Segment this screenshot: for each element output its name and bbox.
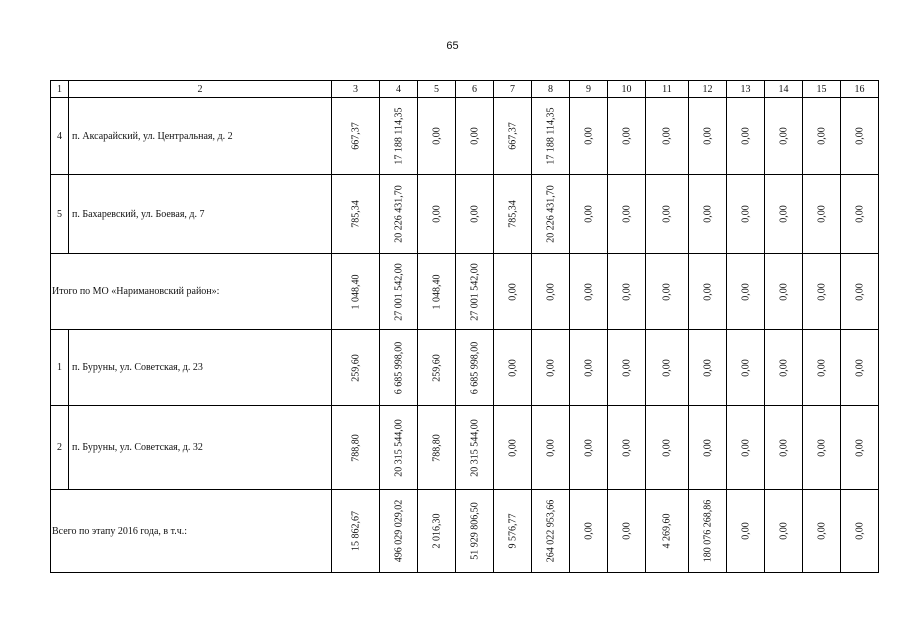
value-text: 0,00 — [661, 358, 673, 377]
value-text: 0,00 — [816, 282, 827, 301]
header-cell: 10 — [608, 81, 646, 98]
value-text: 0,00 — [702, 205, 713, 223]
value-text: 0,00 — [816, 438, 827, 457]
value-text: 9 576,77 — [507, 513, 518, 549]
value-text: 15 862,67 — [350, 511, 361, 551]
value-cell — [456, 406, 494, 490]
value-cell — [570, 406, 608, 490]
value-cell — [841, 175, 879, 254]
table-total-row — [51, 490, 879, 573]
value-text: 0,00 — [778, 205, 789, 223]
value-cell — [418, 406, 456, 490]
value-text: 0,00 — [778, 282, 789, 301]
value-cell — [841, 406, 879, 490]
value-text: 27 001 542,00 — [469, 262, 480, 321]
value-cell — [765, 406, 803, 490]
value-cell — [689, 175, 727, 254]
value-text: 785,34 — [350, 200, 361, 228]
value-cell — [380, 406, 418, 490]
value-cell — [765, 330, 803, 406]
header-cell: 6 — [456, 81, 494, 98]
value-text: 667,37 — [350, 122, 361, 150]
value-text: 20 226 431,70 — [545, 185, 556, 243]
value-cell — [332, 406, 380, 490]
value-text: 20 315 544,00 — [393, 418, 404, 477]
value-text: 180 076 268,86 — [702, 499, 713, 563]
value-cell — [646, 175, 689, 254]
value-cell — [803, 330, 841, 406]
value-cell — [494, 254, 532, 330]
header-cell: 8 — [532, 81, 570, 98]
value-text: 0,00 — [740, 127, 751, 145]
header-row — [51, 81, 879, 98]
value-cell — [765, 175, 803, 254]
value-text: 0,00 — [621, 438, 632, 457]
value-text: 0,00 — [545, 438, 556, 457]
value-cell — [689, 490, 727, 573]
value-cell — [608, 254, 646, 330]
value-cell — [803, 406, 841, 490]
value-cell — [765, 254, 803, 330]
value-text: 0,00 — [854, 282, 865, 301]
value-cell — [727, 254, 765, 330]
value-cell — [456, 254, 494, 330]
row-address: п. Буруны, ул. Советская, д. 23 — [69, 330, 332, 406]
header-cell: 11 — [646, 81, 689, 98]
value-text: 0,00 — [740, 522, 751, 540]
header-cell: 15 — [803, 81, 841, 98]
value-text: 17 188 114,35 — [545, 107, 556, 165]
header-cell: 16 — [841, 81, 879, 98]
value-cell — [570, 98, 608, 175]
value-cell — [646, 98, 689, 175]
total-label: Всего по этапу 2016 года, в т.ч.: — [51, 490, 332, 573]
value-cell — [532, 254, 570, 330]
value-text: 0,00 — [583, 358, 594, 377]
value-cell — [456, 175, 494, 254]
value-text: 0,00 — [854, 205, 865, 223]
value-cell — [570, 254, 608, 330]
value-cell — [803, 175, 841, 254]
value-text: 0,00 — [816, 127, 827, 145]
value-text: 0,00 — [661, 282, 673, 301]
value-cell — [608, 175, 646, 254]
value-text: 20 315 544,00 — [469, 418, 480, 477]
value-text: 0,00 — [661, 438, 673, 457]
value-cell — [418, 490, 456, 573]
value-cell — [380, 98, 418, 175]
header-cell: 13 — [727, 81, 765, 98]
value-cell — [608, 330, 646, 406]
header-cell: 4 — [380, 81, 418, 98]
value-text: 0,00 — [854, 358, 865, 377]
value-text: 6 685 998,00 — [393, 341, 404, 394]
table-row — [51, 406, 879, 490]
value-text: 0,00 — [661, 127, 673, 145]
value-text: 0,00 — [778, 438, 789, 457]
value-text: 0,00 — [816, 358, 827, 377]
value-cell — [418, 330, 456, 406]
value-text: 0,00 — [702, 438, 713, 457]
value-text: 0,00 — [583, 438, 594, 457]
total-label: Итого по МО «Наримановский район»: — [51, 254, 332, 330]
value-cell — [570, 490, 608, 573]
value-text: 264 022 953,66 — [545, 499, 556, 563]
value-cell — [689, 98, 727, 175]
value-text: 0,00 — [621, 282, 632, 301]
value-cell — [532, 490, 570, 573]
value-cell — [380, 490, 418, 573]
value-text: 1 048,40 — [350, 274, 361, 309]
value-text: 0,00 — [740, 358, 751, 377]
value-cell — [765, 490, 803, 573]
value-text: 4 269,60 — [661, 513, 673, 549]
value-cell — [841, 98, 879, 175]
header-cell: 2 — [69, 81, 332, 98]
value-text: 0,00 — [740, 438, 751, 457]
value-cell — [380, 330, 418, 406]
row-address: п. Буруны, ул. Советская, д. 32 — [69, 406, 332, 490]
value-text: 51 929 806,50 — [469, 502, 480, 560]
header-cell: 14 — [765, 81, 803, 98]
value-text: 17 188 114,35 — [393, 107, 404, 165]
value-text: 0,00 — [469, 127, 480, 145]
header-cell: 12 — [689, 81, 727, 98]
value-cell — [570, 330, 608, 406]
value-cell — [332, 175, 380, 254]
value-cell — [456, 490, 494, 573]
value-text: 785,34 — [507, 200, 518, 228]
value-text: 0,00 — [621, 205, 632, 223]
value-text: 0,00 — [702, 358, 713, 377]
row-number: 1 — [51, 330, 69, 406]
value-cell — [570, 175, 608, 254]
value-cell — [332, 490, 380, 573]
row-address: п. Аксарайский, ул. Центральная, д. 2 — [69, 98, 332, 175]
row-number: 2 — [51, 406, 69, 490]
value-cell — [646, 490, 689, 573]
value-text: 0,00 — [816, 205, 827, 223]
value-text: 0,00 — [507, 282, 518, 301]
value-text: 496 029 029,02 — [393, 499, 404, 563]
value-cell — [418, 254, 456, 330]
value-cell — [646, 406, 689, 490]
value-cell — [418, 98, 456, 175]
value-text: 0,00 — [583, 282, 594, 301]
value-cell — [841, 254, 879, 330]
row-number: 5 — [51, 175, 69, 254]
table-total-row — [51, 254, 879, 330]
value-cell — [380, 175, 418, 254]
header-cell: 7 — [494, 81, 532, 98]
value-text: 0,00 — [583, 522, 594, 540]
value-text: 0,00 — [778, 127, 789, 145]
value-cell — [727, 98, 765, 175]
value-text: 27 001 542,00 — [393, 262, 404, 321]
value-cell — [803, 490, 841, 573]
value-text: 0,00 — [740, 205, 751, 223]
value-cell — [332, 330, 380, 406]
value-text: 0,00 — [583, 205, 594, 223]
value-text: 0,00 — [702, 127, 713, 145]
value-text: 0,00 — [507, 438, 518, 457]
value-text: 0,00 — [702, 282, 713, 301]
data-table — [50, 80, 879, 573]
table-row — [51, 98, 879, 175]
value-cell — [532, 406, 570, 490]
value-text: 0,00 — [545, 282, 556, 301]
value-cell — [841, 330, 879, 406]
value-cell — [494, 98, 532, 175]
value-cell — [646, 254, 689, 330]
value-cell — [689, 406, 727, 490]
value-cell — [494, 490, 532, 573]
header-cell: 9 — [570, 81, 608, 98]
value-text: 0,00 — [854, 438, 865, 457]
value-cell — [532, 175, 570, 254]
value-cell — [727, 175, 765, 254]
value-text: 6 685 998,00 — [469, 341, 480, 394]
value-text: 259,60 — [350, 353, 361, 382]
table-row — [51, 330, 879, 406]
value-text: 0,00 — [545, 358, 556, 377]
value-text: 0,00 — [507, 358, 518, 377]
value-cell — [494, 406, 532, 490]
value-cell — [727, 490, 765, 573]
value-text: 2 016,30 — [431, 513, 442, 549]
value-cell — [456, 330, 494, 406]
value-text: 788,80 — [431, 433, 442, 462]
value-text: 0,00 — [778, 358, 789, 377]
value-cell — [456, 98, 494, 175]
value-cell — [532, 98, 570, 175]
value-text: 788,80 — [350, 433, 361, 462]
header-cell: 3 — [332, 81, 380, 98]
value-cell — [689, 254, 727, 330]
value-cell — [418, 175, 456, 254]
value-text: 0,00 — [661, 205, 673, 223]
value-cell — [608, 490, 646, 573]
value-text: 0,00 — [583, 127, 594, 145]
value-text: 0,00 — [740, 282, 751, 301]
value-cell — [380, 254, 418, 330]
value-cell — [332, 254, 380, 330]
value-text: 20 226 431,70 — [393, 185, 404, 243]
row-number: 4 — [51, 98, 69, 175]
page-number: 65 — [446, 40, 459, 52]
row-address: п. Бахаревский, ул. Боевая, д. 7 — [69, 175, 332, 254]
value-cell — [803, 254, 841, 330]
header-cell: 5 — [418, 81, 456, 98]
value-cell — [532, 330, 570, 406]
value-cell — [332, 98, 380, 175]
table-row — [51, 175, 879, 254]
value-text: 0,00 — [621, 522, 632, 540]
value-cell — [608, 406, 646, 490]
value-cell — [646, 330, 689, 406]
value-cell — [841, 490, 879, 573]
value-text: 0,00 — [431, 205, 442, 223]
value-text: 0,00 — [431, 127, 442, 145]
value-text: 0,00 — [816, 522, 827, 540]
value-text: 0,00 — [778, 522, 789, 540]
header-cell: 1 — [51, 81, 69, 98]
value-text: 0,00 — [469, 205, 480, 223]
value-text: 667,37 — [507, 122, 518, 150]
value-text: 0,00 — [854, 522, 865, 540]
value-text: 1 048,40 — [431, 274, 442, 309]
value-cell — [689, 330, 727, 406]
value-cell — [608, 98, 646, 175]
value-cell — [727, 330, 765, 406]
value-cell — [494, 175, 532, 254]
value-text: 0,00 — [621, 358, 632, 377]
value-text: 0,00 — [854, 127, 865, 145]
value-cell — [803, 98, 841, 175]
value-cell — [765, 98, 803, 175]
value-text: 0,00 — [621, 127, 632, 145]
value-cell — [494, 330, 532, 406]
value-cell — [727, 406, 765, 490]
value-text: 259,60 — [431, 353, 442, 382]
